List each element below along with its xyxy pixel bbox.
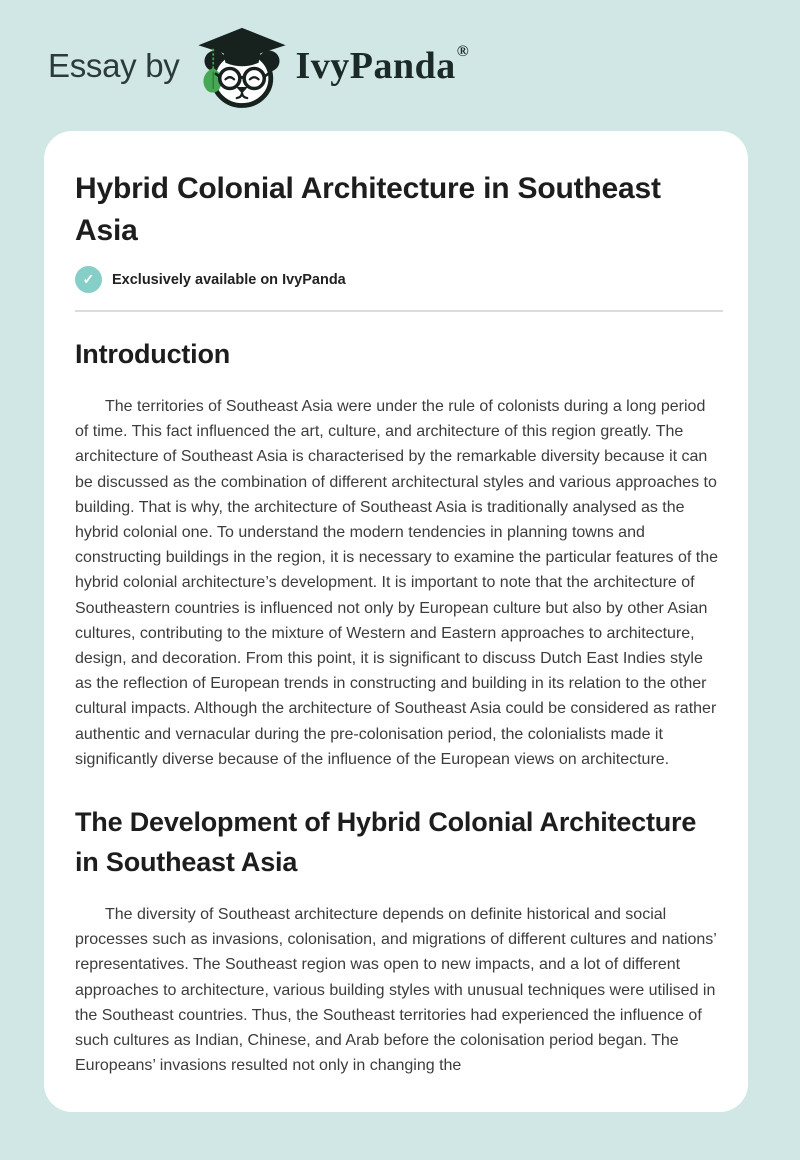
brand-name: IvyPanda: [295, 44, 456, 87]
divider: [75, 310, 723, 312]
section-heading-development: The Development of Hybrid Colonial Architecture in Southeast Asia: [75, 807, 697, 878]
availability-badge: [75, 266, 723, 293]
essay-card: [44, 131, 748, 1112]
check-icon: ✓: [75, 266, 102, 293]
ivypanda-logo-icon: [194, 20, 290, 112]
availability-label: Exclusively available on IvyPanda: [112, 271, 346, 288]
essay-by-label: Essay by: [48, 46, 180, 84]
essay-title: Hybrid Colonial Architecture in Southeast Asia: [75, 172, 661, 247]
paragraph-development: The diversity of Southeast architecture depends on definite historical and social processes such as invasions, colonisation, and migrations of different cultures and nations’ representatives. The Southeast region was open to new impacts, and a lot of different approaches to architecture, various building styles with unusual techniques were utilised in the Southeast countries. Thus, the Southeast territories had experienced the influence of such cultures as Indian, Chinese, and Arab before the colonisation period began. The Europeans’ invasions resulted not only in changing the: [75, 906, 717, 1075]
section-heading-introduction: Introduction: [75, 339, 231, 369]
brand-lockup[interactable]: [194, 20, 468, 112]
registered-mark: ®: [456, 42, 469, 60]
page-header: [0, 0, 800, 131]
paragraph-introduction: The territories of Southeast Asia were under the rule of colonists during a long period of time. This fact influenced the art, culture, and architecture of this region greatly. The architecture of Southeast Asia is characterised by the remarkable diversity because it can be discussed as the combination of different architectural styles and various approaches to building. That is why, the architecture of Southeast Asia is traditionally analysed as the hybrid colonial one. To understand the modern tendencies in planning towns and constructing buildings in the region, it is necessary to examine the particular features of the hybrid colonial architecture’s development. It is important to note that the architecture of Southeastern countries is influenced not only by European culture but also by other Asian cultures, contributing to the mixture of Western and Eastern approaches to architecture, design, and decoration. From this point, it is significant to discuss Dutch East Indies style as the reflection of European trends in constructing and building in its relation to the other cultural impacts. Although the architecture of Southeast Asia could be considered as rather authentic and vernacular during the pre-colonisation period, the colonialists made it significantly diverse because of the influence of the European views on architecture.: [75, 398, 719, 768]
